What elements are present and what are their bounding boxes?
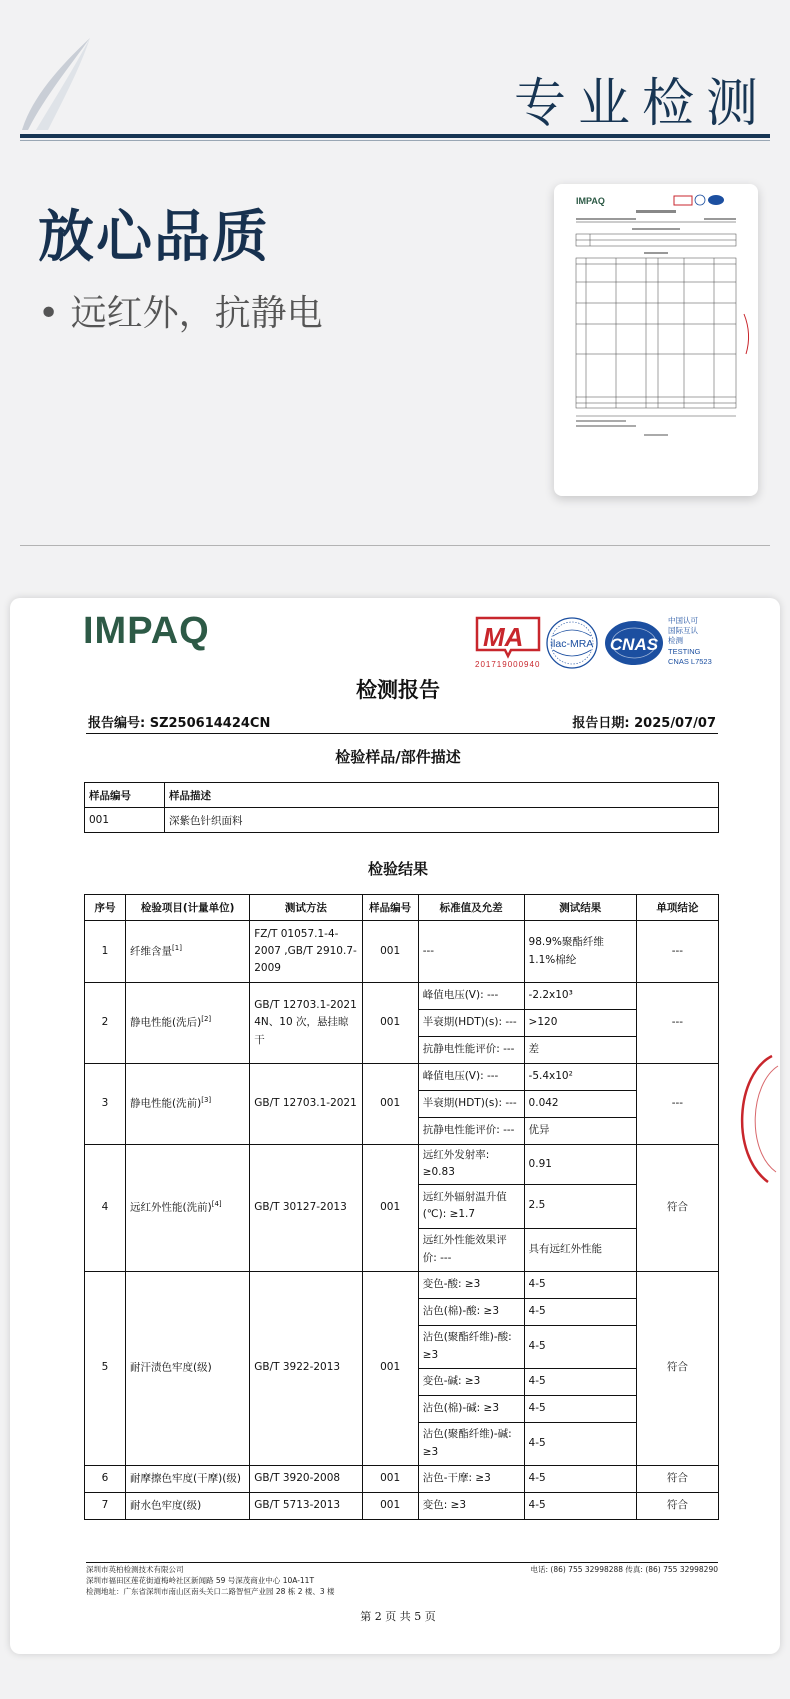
method-cell: GB/T 12703.1-2021 4N、10 次，悬挂晾干 xyxy=(250,983,362,1064)
result-cell: 4-5 xyxy=(524,1465,636,1492)
result-cell: 0.91 xyxy=(524,1145,636,1185)
conclusion-cell: --- xyxy=(636,1064,718,1145)
method-cell: GB/T 12703.1-2021 xyxy=(250,1064,362,1145)
result-cell: 0.042 xyxy=(524,1091,636,1118)
accreditation-seals xyxy=(473,614,768,674)
row-number-cell: 7 xyxy=(85,1492,126,1519)
cma-seal-icon xyxy=(475,618,540,669)
result-cell: 2.5 xyxy=(524,1184,636,1228)
cnas-seal-icon xyxy=(605,621,663,665)
sample-table xyxy=(84,782,719,833)
cnas-text-line: 检测 xyxy=(668,636,683,645)
sample-table-header: 样品描述 xyxy=(165,783,719,808)
standard-cell: 沾色-干摩: ≥3 xyxy=(418,1465,524,1492)
table-row xyxy=(85,1064,719,1091)
table-row xyxy=(85,1492,719,1519)
item-note: [4] xyxy=(211,1199,222,1208)
sample-id-cell: 001 xyxy=(85,808,165,833)
result-cell: 4-5 xyxy=(524,1422,636,1465)
report-number: 报告编号: SZ250614424CN xyxy=(88,716,271,731)
sample-id-cell: 001 xyxy=(362,983,418,1064)
report-page xyxy=(28,598,768,1654)
table-row xyxy=(85,1271,719,1298)
page-number: 第 2 页 共 5 页 xyxy=(360,1610,436,1623)
results-header: 标准值及允差 xyxy=(418,895,524,921)
report-title: 检测报告 xyxy=(356,677,440,702)
standard-cell: 远红外性能效果评价: --- xyxy=(418,1228,524,1271)
sample-description-cell: 深紫色针织面料 xyxy=(165,808,719,833)
report-card xyxy=(10,598,780,1654)
conclusion-cell: --- xyxy=(636,983,718,1064)
footer-company: 深圳市英柏检测技术有限公司 xyxy=(86,1565,184,1574)
standard-cell: 远红外辐射温升值(℃): ≥1.7 xyxy=(418,1184,524,1228)
results-header-row xyxy=(85,895,719,921)
standard-cell: 峰值电压(V): --- xyxy=(418,983,524,1010)
ilac-label: ilac-MRA xyxy=(550,638,594,650)
report-thumbnail[interactable] xyxy=(554,184,758,496)
conclusion-cell: 符合 xyxy=(636,1492,718,1519)
result-cell: >120 xyxy=(524,1010,636,1037)
standard-cell: 变色: ≥3 xyxy=(418,1492,524,1519)
section-divider xyxy=(20,545,770,546)
table-row xyxy=(85,1465,719,1492)
item-label: 耐汗渍色牢度(级) xyxy=(130,1361,212,1374)
result-cell: 4-5 xyxy=(524,1325,636,1368)
standard-cell: 沾色(聚酯纤维)-碱: ≥3 xyxy=(418,1422,524,1465)
results-header: 序号 xyxy=(85,895,126,921)
footer-lab-address: 检测地址：广东省深圳市南山区南头关口二路智恒产业园 28 栋 2 楼、3 楼 xyxy=(86,1586,335,1596)
result-cell: 差 xyxy=(524,1037,636,1064)
row-number-cell: 2 xyxy=(85,983,126,1064)
results-header: 检验项目(计量单位) xyxy=(126,895,250,921)
standard-cell: 远红外发射率: ≥0.83 xyxy=(418,1145,524,1185)
result-cell: 4-5 xyxy=(524,1298,636,1325)
result-cell: 4-5 xyxy=(524,1368,636,1395)
item-cell xyxy=(126,1465,250,1492)
item-cell xyxy=(126,1064,250,1145)
svg-text:IMPAQ: IMPAQ xyxy=(576,196,605,206)
accreditation-seals-graphic xyxy=(473,614,768,674)
standard-cell: 半衰期(HDT)(s): --- xyxy=(418,1091,524,1118)
table-row xyxy=(85,983,719,1010)
results-header: 样品编号 xyxy=(362,895,418,921)
item-label: 静电性能(洗前) xyxy=(130,1097,202,1110)
result-cell: 4-5 xyxy=(524,1395,636,1422)
sample-id-cell: 001 xyxy=(362,1465,418,1492)
item-cell xyxy=(126,921,250,983)
result-cell: 4-5 xyxy=(524,1271,636,1298)
method-cell: GB/T 5713-2013 xyxy=(250,1492,362,1519)
results-header: 单项结论 xyxy=(636,895,718,921)
row-number-cell: 1 xyxy=(85,921,126,983)
conclusion-cell: 符合 xyxy=(636,1271,718,1465)
method-cell: GB/T 3922-2013 xyxy=(250,1271,362,1465)
item-cell xyxy=(126,1271,250,1465)
table-row xyxy=(85,1145,719,1185)
footer-phone-fax: 电话: (86) 755 32998288 传真: (86) 755 32998290 xyxy=(530,1565,718,1574)
item-label: 耐摩擦色牢度(干摩)(级) xyxy=(130,1472,241,1485)
report-date: 报告日期: 2025/07/07 xyxy=(572,716,716,731)
item-note: [3] xyxy=(201,1096,212,1105)
row-number-cell: 3 xyxy=(85,1064,126,1145)
sample-id-cell: 001 xyxy=(362,1064,418,1145)
sample-id-cell: 001 xyxy=(362,1271,418,1465)
cnas-text-line: 中国认可 xyxy=(668,616,698,625)
report-footer xyxy=(86,1562,718,1598)
hero-subtitle: • 远红外，抗静电 xyxy=(38,293,323,334)
result-cell: 具有远红外性能 xyxy=(524,1228,636,1271)
result-cell: 4-5 xyxy=(524,1492,636,1519)
ilac-mra-icon xyxy=(547,618,597,668)
sample-id-cell: 001 xyxy=(362,1145,418,1272)
item-label: 纤维含量 xyxy=(130,945,173,958)
impaq-logo xyxy=(83,612,210,650)
cnas-text-line: CNAS L7523 xyxy=(668,657,712,666)
sample-table-header: 样品编号 xyxy=(85,783,165,808)
row-number-cell: 5 xyxy=(85,1271,126,1465)
item-note: [2] xyxy=(201,1015,212,1024)
item-label: 静电性能(洗后) xyxy=(130,1016,202,1029)
standard-cell: --- xyxy=(418,921,524,983)
sail-logo-icon xyxy=(18,38,96,138)
standard-cell: 变色-酸: ≥3 xyxy=(418,1271,524,1298)
conclusion-cell: 符合 xyxy=(636,1145,718,1272)
hero-title: 放心品质 xyxy=(38,205,270,270)
header-rule xyxy=(20,134,770,138)
method-cell: GB/T 3920-2008 xyxy=(250,1465,362,1492)
cnas-label: CNAS xyxy=(609,635,659,654)
standard-cell: 抗静电性能评价: --- xyxy=(418,1118,524,1145)
sample-id-cell: 001 xyxy=(362,921,418,983)
result-cell: -5.4x10² xyxy=(524,1064,636,1091)
item-cell xyxy=(126,983,250,1064)
results-header: 测试结果 xyxy=(524,895,636,921)
cnas-text-line: TESTING xyxy=(668,647,701,656)
report-thumbnail-graphic xyxy=(554,184,758,496)
standard-cell: 沾色(棉)-酸: ≥3 xyxy=(418,1298,524,1325)
method-cell: GB/T 30127-2013 xyxy=(250,1145,362,1272)
footer-address: 深圳市福田区莲花街道梅岭社区新闻路 59 号深茂商业中心 10A-11T xyxy=(86,1575,315,1585)
conclusion-cell: 符合 xyxy=(636,1465,718,1492)
standard-cell: 峰值电压(V): --- xyxy=(418,1064,524,1091)
standard-cell: 半衰期(HDT)(s): --- xyxy=(418,1010,524,1037)
red-stamp-icon xyxy=(728,1054,780,1184)
item-cell xyxy=(126,1145,250,1272)
cma-number: 201719000940 xyxy=(475,660,541,669)
results-table xyxy=(84,894,719,1520)
row-number-cell: 4 xyxy=(85,1145,126,1272)
header-rule-thin xyxy=(20,140,770,141)
header-title: 专业检测 xyxy=(513,74,770,134)
sample-section-title: 检验样品/部件描述 xyxy=(335,748,461,766)
standard-cell: 变色-碱: ≥3 xyxy=(418,1368,524,1395)
result-cell: 98.9%聚酯纤维 1.1%棉纶 xyxy=(524,921,636,983)
item-note: [1] xyxy=(172,943,182,952)
sample-id-cell: 001 xyxy=(362,1492,418,1519)
method-cell: FZ/T 01057.1-4-2007 ,GB/T 2910.7-2009 xyxy=(250,921,362,983)
standard-cell: 沾色(棉)-碱: ≥3 xyxy=(418,1395,524,1422)
standard-cell: 抗静电性能评价: --- xyxy=(418,1037,524,1064)
item-cell xyxy=(126,1492,250,1519)
row-number-cell: 6 xyxy=(85,1465,126,1492)
result-cell: 优异 xyxy=(524,1118,636,1145)
cnas-text-line: 国际互认 xyxy=(668,626,698,635)
item-label: 耐水色牢度(级) xyxy=(130,1499,202,1512)
impaq-logo-text: IMPAQ xyxy=(83,610,210,652)
results-header: 测试方法 xyxy=(250,895,362,921)
table-row xyxy=(85,921,719,983)
report-meta xyxy=(86,712,718,734)
item-label: 远红外性能(洗前) xyxy=(130,1201,212,1214)
results-section-title: 检验结果 xyxy=(367,860,428,878)
result-cell: -2.2x10³ xyxy=(524,983,636,1010)
standard-cell: 沾色(聚酯纤维)-酸: ≥3 xyxy=(418,1325,524,1368)
conclusion-cell: --- xyxy=(636,921,718,983)
cma-label: MA xyxy=(483,622,524,652)
